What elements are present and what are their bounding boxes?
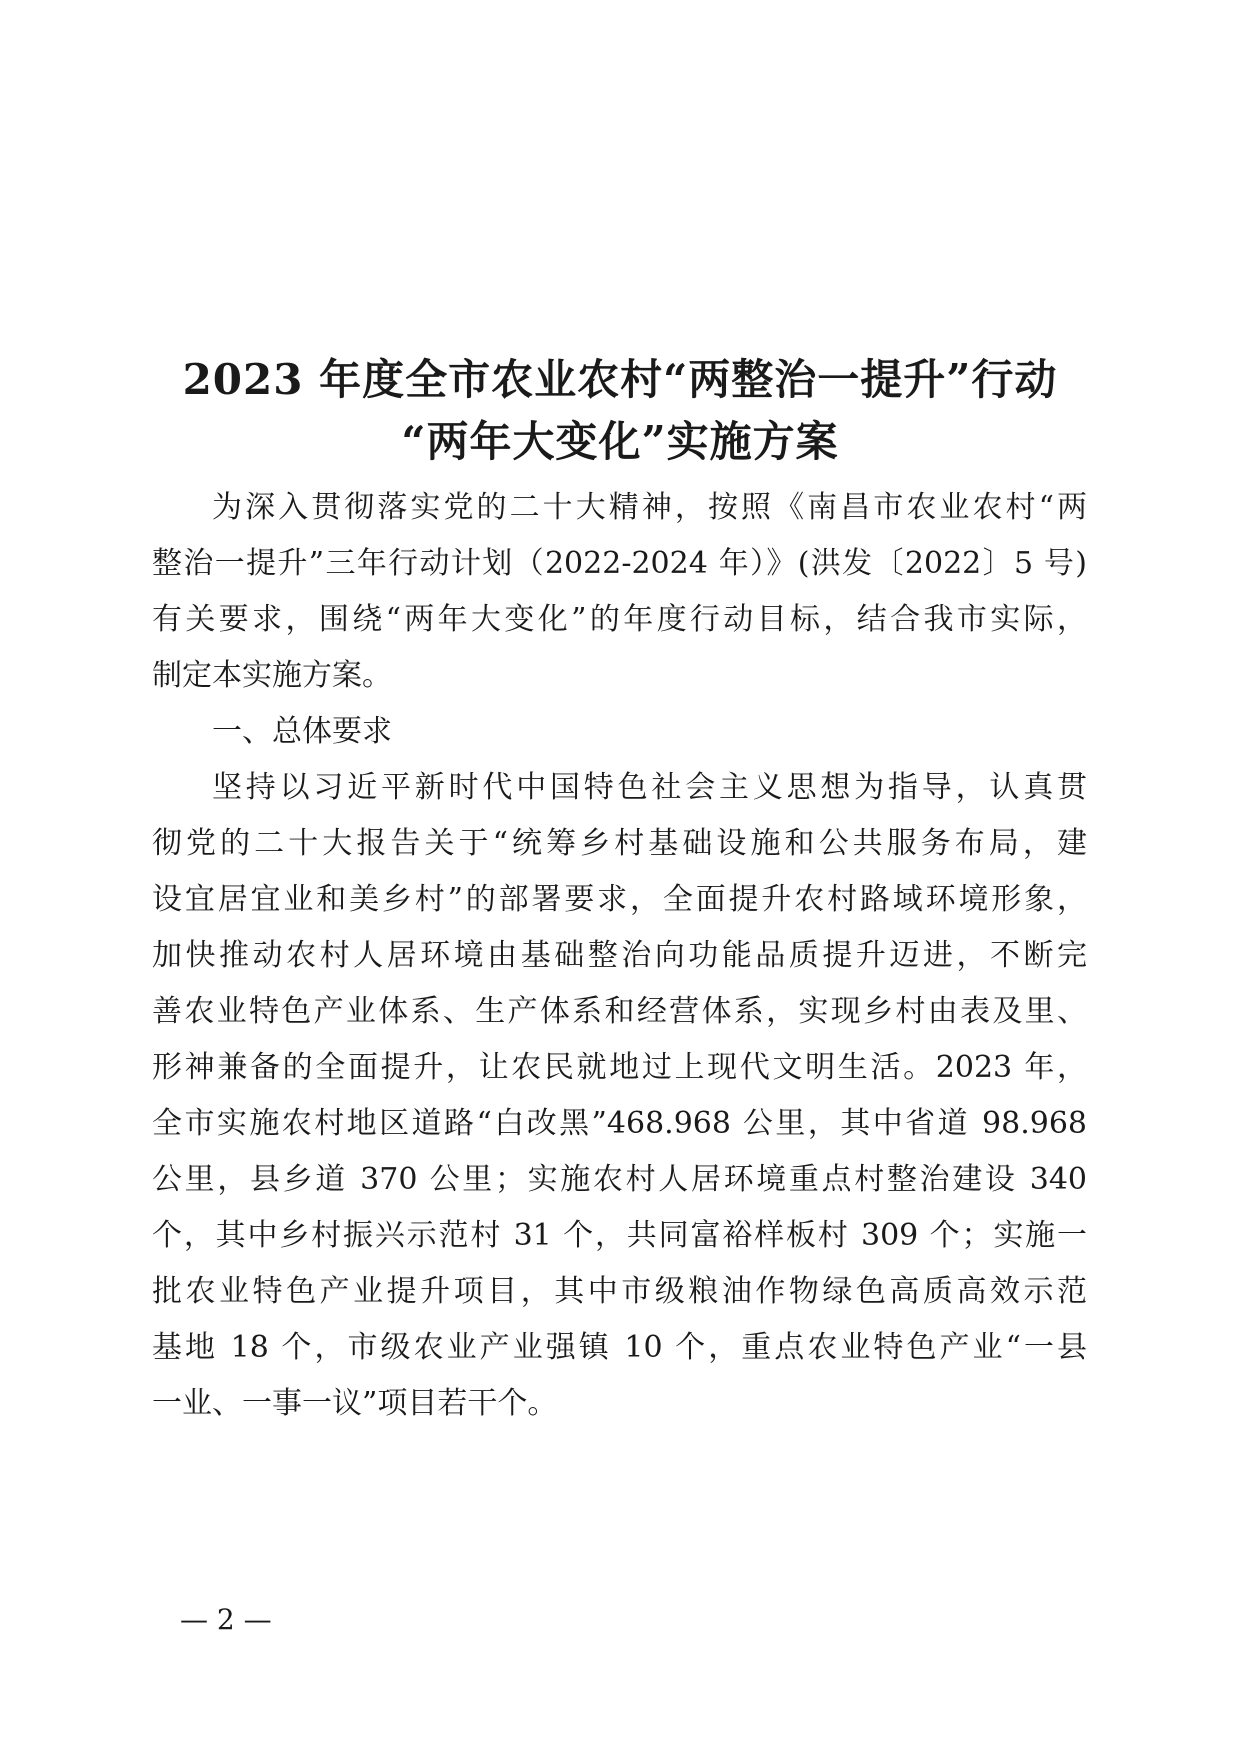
paragraph-line: 基地 18 个，市级农业产业强镇 10 个，重点农业特色产业“一县 [152, 1330, 1087, 1365]
paragraph-line: 一业、一事一议”项目若干个。 [152, 1386, 558, 1421]
paragraph-line: 设宜居宜业和美乡村”的部署要求，全面提升农村路域环境形象， [152, 882, 1087, 917]
page-number: — 2 — [180, 1603, 272, 1636]
paragraph-line: 全市实施农村地区道路“白改黑”468.968 公里，其中省道 98.968 [152, 1106, 1087, 1141]
paragraph-line: 有关要求，围绕“两年大变化”的年度行动目标，结合我市实际， [152, 602, 1087, 637]
paragraph-line: 坚持以习近平新时代中国特色社会主义思想为指导，认真贯 [212, 770, 1087, 805]
paragraph-line: 彻党的二十大报告关于“统筹乡村基础设施和公共服务布局，建 [152, 826, 1087, 861]
paragraph-line: 批农业特色产业提升项目，其中市级粮油作物绿色高质高效示范 [152, 1274, 1087, 1309]
section-heading: 一、总体要求 [212, 714, 392, 749]
paragraph-line: 加快推动农村人居环境由基础整治向功能品质提升迈进，不断完 [152, 938, 1087, 973]
paragraph-line: 善农业特色产业体系、生产体系和经营体系，实现乡村由表及里、 [152, 994, 1087, 1029]
paragraph-line: 形神兼备的全面提升，让农民就地过上现代文明生活。2023 年， [152, 1050, 1087, 1085]
paragraph-line: 制定本实施方案。 [152, 658, 392, 693]
paragraph-line: 整治一提升”三年行动计划（2022-2024 年）》(洪发〔2022〕5 号) [152, 546, 1087, 581]
paragraph-line: 公里，县乡道 370 公里；实施农村人居环境重点村整治建设 340 [152, 1162, 1087, 1197]
document-title-line-2: “两年大变化”实施方案 [401, 417, 839, 466]
paragraph-line: 为深入贯彻落实党的二十大精神，按照《南昌市农业农村“两 [212, 490, 1087, 525]
paragraph-line: 个，其中乡村振兴示范村 31 个，共同富裕样板村 309 个；实施一 [152, 1218, 1087, 1253]
document-title-line-1: 2023 年度全市农业农村“两整治一提升”行动 [182, 355, 1058, 404]
